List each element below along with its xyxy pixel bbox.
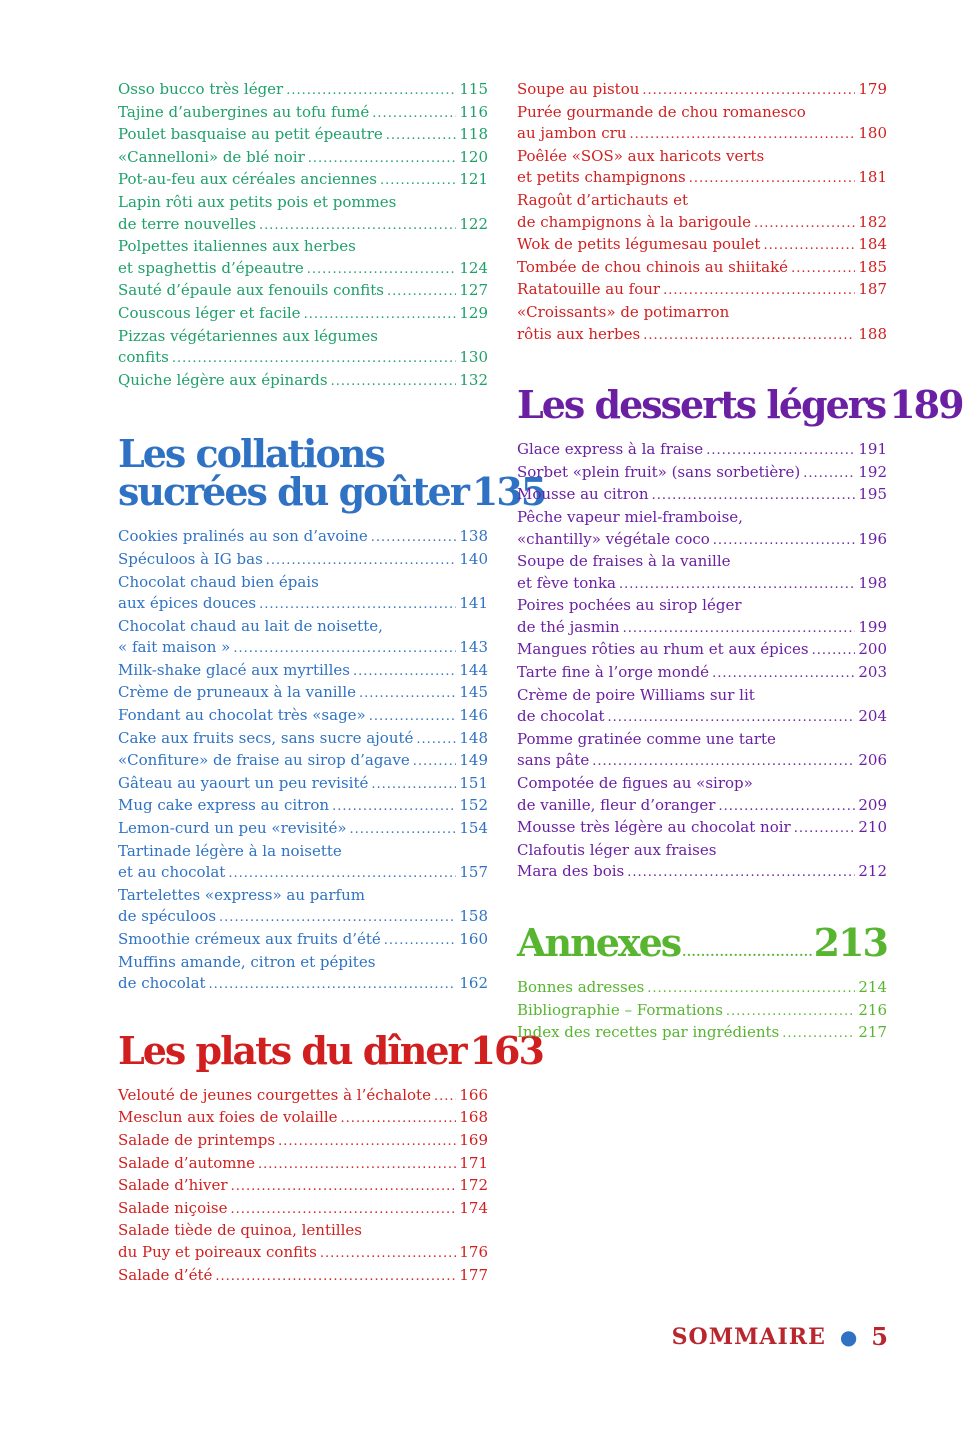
toc-entry <box>118 1130 488 1153</box>
toc-entry-title: Mara des bois <box>517 862 625 881</box>
toc-entry-title: Crème de pruneaux à la vanille <box>118 683 357 702</box>
toc-entry-page-number: 200 <box>858 640 887 659</box>
toc-entry-title-line1: Purée gourmande de chou romanesco <box>517 102 806 121</box>
toc-entry-title: Osso bucco très léger <box>118 80 284 98</box>
toc-entry-page-number: 191 <box>858 440 887 459</box>
toc-entry-title: Salade d’automne <box>118 1153 255 1172</box>
toc-entry <box>118 192 488 236</box>
toc-entry-title: Gâteau au yaourt un peu revisité <box>118 773 369 792</box>
toc-entry-title: Tarte fine à l’orge mondé <box>517 663 710 682</box>
leader-dots <box>689 168 856 190</box>
section-title-line2: sucrées du goûter <box>118 469 468 515</box>
toc-entry-page-number: 145 <box>459 683 488 702</box>
toc-entry-title: Mousse au citron <box>517 485 649 504</box>
toc-entry <box>517 639 887 662</box>
toc-entry <box>118 841 488 885</box>
toc-entry-page-number: 210 <box>858 818 887 837</box>
section-heading-desserts <box>517 382 963 433</box>
leader-dots <box>331 371 457 393</box>
toc-entry-title: aux épices douces <box>118 594 257 613</box>
toc-entry-page-number: 176 <box>459 1242 488 1261</box>
toc-entry-title: «Confiture» de fraise au sirop d’agave <box>118 751 410 770</box>
leader-dots <box>713 530 856 552</box>
toc-entry <box>517 302 887 346</box>
toc-entry <box>118 236 488 280</box>
toc-list-annexes <box>517 977 887 1045</box>
toc-entry-page-number: 116 <box>459 102 488 121</box>
leader-dots <box>416 729 456 751</box>
toc-list-collations <box>118 526 488 995</box>
toc-entry <box>118 147 488 170</box>
toc-entry-title: de chocolat <box>118 974 206 993</box>
leader-dots <box>803 463 855 485</box>
toc-entry-title: Salade de printemps <box>118 1130 276 1149</box>
toc-entry <box>517 840 887 884</box>
toc-entry-title-line1: Poêlée «SOS» aux haricots verts <box>517 146 765 165</box>
toc-entry-title: Salade niçoise <box>118 1198 228 1217</box>
toc-entry-title: Sorbet «plein fruit» (sans sorbetière) <box>517 462 801 481</box>
leader-dots <box>369 706 457 728</box>
toc-entry <box>517 685 887 729</box>
toc-entry <box>517 257 887 280</box>
toc-entry <box>118 929 488 952</box>
leader-dots <box>643 325 855 347</box>
toc-entry-page-number: 209 <box>858 795 887 814</box>
leader-dots <box>623 618 856 640</box>
toc-entry-title: rôtis aux herbes <box>517 324 641 343</box>
toc-entry-page-number: 169 <box>459 1130 488 1149</box>
toc-entry <box>118 1198 488 1221</box>
toc-entry-page-number: 138 <box>459 527 488 546</box>
toc-entry <box>118 326 488 370</box>
toc-entry-page-number: 122 <box>459 214 488 233</box>
leader-dots <box>259 215 456 237</box>
toc-entry <box>118 773 488 796</box>
leader-dots <box>413 751 457 773</box>
leader-dots <box>278 1131 456 1153</box>
toc-entry <box>517 977 887 1000</box>
toc-entry <box>517 279 887 302</box>
toc-entry-title-line1: Crème de poire Williams sur lit <box>517 685 755 704</box>
toc-entry-title: Fondant au chocolat très «sage» <box>118 706 366 725</box>
leader-dots <box>304 304 457 326</box>
toc-entry <box>517 146 887 190</box>
toc-entry-page-number: 151 <box>459 773 488 792</box>
toc-entry-page-number: 179 <box>858 80 887 98</box>
toc-entry-title: de chocolat <box>517 707 605 726</box>
toc-entry-page-number: 157 <box>459 863 488 882</box>
toc-entry <box>517 234 887 257</box>
toc-entry-page-number: 177 <box>459 1265 488 1284</box>
toc-entry-title: Cookies pralinés au son d’avoine <box>118 527 368 546</box>
toc-entry-page-number: 184 <box>858 235 887 254</box>
leader-dots <box>782 1023 855 1045</box>
toc-entry <box>517 729 887 773</box>
toc-entry-page-number: 129 <box>459 303 488 322</box>
toc-entry <box>118 705 488 728</box>
toc-entry <box>118 1265 488 1288</box>
toc-entry-title: Ratatouille au four <box>517 280 661 299</box>
leader-dots <box>371 774 456 796</box>
toc-list-plats <box>118 1085 488 1287</box>
toc-list-plats-continued <box>517 79 887 346</box>
section-page-number: 135 <box>471 469 546 515</box>
toc-entry-page-number: 212 <box>858 862 887 881</box>
toc-entry <box>118 280 488 303</box>
toc-entry <box>118 102 488 125</box>
toc-entry <box>517 1022 887 1045</box>
toc-entry <box>118 526 488 549</box>
leader-dots <box>652 485 856 507</box>
section-title: Les desserts légers <box>517 382 886 428</box>
leader-dots <box>712 663 855 685</box>
toc-entry-title: Spéculoos à IG bas <box>118 549 263 568</box>
page-number: 5 <box>871 1322 888 1351</box>
toc-entry-title: «chantilly» végétale coco <box>517 529 710 548</box>
leader-dots <box>372 103 456 125</box>
toc-entry-title: Quiche légère aux épinards <box>118 370 328 389</box>
toc-entry-page-number: 143 <box>459 638 488 657</box>
toc-entry-page-number: 199 <box>858 617 887 636</box>
toc-entry-title: Bibliographie – Formations <box>517 1000 723 1019</box>
toc-entry-page-number: 115 <box>459 80 488 98</box>
toc-entry <box>517 817 887 840</box>
leader-dots <box>266 550 457 572</box>
leader-dots <box>386 125 457 147</box>
toc-entry <box>517 773 887 817</box>
toc-list-main-dishes-continued <box>118 79 488 392</box>
toc-entry-title-line1: Tartinade légère à la noisette <box>118 841 342 860</box>
toc-entry-title: Lemon-curd un peu «revisité» <box>118 819 347 838</box>
toc-entry <box>118 1085 488 1108</box>
toc-entry-page-number: 162 <box>459 974 488 993</box>
toc-entry <box>118 549 488 572</box>
toc-entry <box>118 616 488 660</box>
bullet-icon: ● <box>839 1324 858 1349</box>
leader-dots <box>619 574 855 596</box>
leader-dots <box>341 1108 457 1130</box>
toc-entry <box>118 303 488 326</box>
toc-entry-title: Salade d’hiver <box>118 1176 228 1195</box>
toc-entry-title-line1: Compotée de figues au «sirop» <box>517 774 753 793</box>
toc-entry <box>517 102 887 146</box>
leader-dots <box>663 280 855 302</box>
toc-entry-page-number: 203 <box>858 663 887 682</box>
toc-entry-title-line1: Pomme gratinée comme une tarte <box>517 729 776 748</box>
toc-entry-title: Soupe au pistou <box>517 80 640 98</box>
leader-dots <box>219 907 456 929</box>
section-title-line1: Les collations <box>118 431 384 477</box>
toc-entry-title-line1: Polpettes italiennes aux herbes <box>118 237 356 256</box>
leader-dots <box>706 440 855 462</box>
toc-entry-page-number: 172 <box>459 1176 488 1195</box>
toc-entry-title: Mangues rôties au rhum et aux épices <box>517 640 809 659</box>
leader-dots <box>629 124 855 146</box>
toc-entry-title: de spéculoos <box>118 907 217 926</box>
toc-entry-page-number: 121 <box>459 170 488 189</box>
section-title: Les plats du dîner <box>118 1027 466 1073</box>
toc-entry <box>118 885 488 929</box>
toc-entry <box>118 795 488 818</box>
toc-entry-title: de terre nouvelles <box>118 214 257 233</box>
toc-entry-page-number: 132 <box>459 370 488 389</box>
toc-entry-page-number: 160 <box>459 930 488 948</box>
leader-dots <box>682 933 812 971</box>
leader-dots <box>259 594 456 616</box>
toc-entry <box>517 662 887 685</box>
leader-dots <box>794 818 856 840</box>
toc-entry <box>118 572 488 616</box>
toc-entry-title: de vanille, fleur d’oranger <box>517 795 716 814</box>
leader-dots <box>209 974 457 996</box>
toc-entry-title: et au chocolat <box>118 863 226 882</box>
toc-entry-title: Cake aux fruits secs, sans sucre ajouté <box>118 728 414 747</box>
toc-entry-title-line1: Pizzas végétariennes aux légumes <box>118 326 378 345</box>
toc-entry-title-line1: «Croissants» de potimarron <box>517 302 730 321</box>
toc-entry-title: Mug cake express au citron <box>118 796 330 815</box>
toc-entry-title: Mousse très légère au chocolat noir <box>517 818 791 837</box>
toc-entry <box>118 750 488 773</box>
toc-entry-page-number: 214 <box>858 978 887 996</box>
toc-entry-title: Smoothie crémeux aux fruits d’été <box>118 930 381 948</box>
section-heading-annexes <box>517 920 887 971</box>
leader-dots <box>359 683 456 705</box>
toc-entry <box>118 1220 488 1264</box>
toc-entry-page-number: 130 <box>459 348 488 367</box>
toc-entry <box>118 124 488 147</box>
toc-entry-page-number: 187 <box>858 280 887 299</box>
section-page-number: 163 <box>469 1027 543 1073</box>
toc-entry-title: et fève tonka <box>517 573 616 592</box>
toc-entry <box>517 551 887 595</box>
toc-entry-page-number: 168 <box>459 1108 488 1127</box>
toc-entry-title: Mesclun aux foies de volaille <box>118 1108 338 1127</box>
leader-dots <box>592 751 855 773</box>
toc-entry-page-number: 195 <box>858 485 887 504</box>
toc-entry-page-number: 148 <box>459 728 488 747</box>
leader-dots <box>286 80 456 102</box>
toc-entry-title-line1: Salade tiède de quinoa, lentilles <box>118 1221 362 1240</box>
toc-entry-title: Poulet basquaise au petit épeautre <box>118 125 383 144</box>
toc-entry-title-line1: Muffins amande, citron et pépites <box>118 952 376 971</box>
toc-entry <box>517 484 887 507</box>
toc-column-left <box>118 79 546 1287</box>
toc-entry-page-number: 120 <box>459 147 488 166</box>
toc-entry-page-number: 206 <box>858 751 887 770</box>
leader-dots <box>228 863 456 885</box>
toc-entry-title: Pot-au-feu aux céréales anciennes <box>118 170 377 189</box>
leader-dots <box>230 1199 456 1221</box>
toc-entry-title: confits <box>118 348 169 367</box>
toc-entry <box>517 595 887 639</box>
toc-entry-title: Sauté d’épaule aux fenouils confits <box>118 281 384 300</box>
leader-dots <box>384 930 457 952</box>
toc-entry-page-number: 127 <box>459 281 488 300</box>
toc-entry <box>118 660 488 683</box>
toc-entry <box>118 1175 488 1198</box>
toc-entry-page-number: 181 <box>858 168 887 187</box>
toc-entry-page-number: 188 <box>858 324 887 343</box>
toc-entry <box>118 818 488 841</box>
toc-entry-title: « fait maison » <box>118 638 231 657</box>
toc-entry-page-number: 141 <box>459 594 488 613</box>
toc-entry <box>118 728 488 751</box>
toc-entry-page-number: 166 <box>459 1085 488 1104</box>
toc-entry-title: au jambon cru <box>517 124 627 143</box>
toc-entry-page-number: 171 <box>459 1153 488 1172</box>
toc-entry-title: Bonnes adresses <box>517 978 645 996</box>
leader-dots <box>231 1176 457 1198</box>
toc-entry <box>517 1000 887 1023</box>
leader-dots <box>307 259 457 281</box>
leader-dots <box>308 148 457 170</box>
toc-entry-page-number: 152 <box>459 796 488 815</box>
leader-dots <box>320 1243 457 1265</box>
leader-dots <box>353 661 456 683</box>
toc-entry-title-line1: Clafoutis léger aux fraises <box>517 840 717 859</box>
toc-entry-page-number: 124 <box>459 258 488 277</box>
toc-entry-title: Salade d’été <box>118 1265 213 1284</box>
toc-entry-title-line1: Chocolat chaud au lait de noisette, <box>118 616 383 635</box>
toc-list-desserts <box>517 439 887 884</box>
toc-entry-title: et spaghettis d’épeautre <box>118 258 304 277</box>
leader-dots <box>718 796 855 818</box>
toc-entry-page-number: 118 <box>459 125 488 144</box>
toc-entry-page-number: 217 <box>858 1023 887 1042</box>
leader-dots <box>350 819 457 841</box>
toc-entry-title-line1: Tartelettes «express» au parfum <box>118 885 365 904</box>
toc-entry-title: Wok de petits légumesau poulet <box>517 235 761 254</box>
section-title: Annexes <box>517 920 681 965</box>
leader-dots <box>258 1154 456 1176</box>
toc-entry-page-number: 180 <box>858 124 887 143</box>
toc-entry <box>118 169 488 192</box>
toc-entry-title: sans pâte <box>517 751 590 770</box>
toc-entry-title-line1: Chocolat chaud bien épais <box>118 572 319 591</box>
toc-entry-title: Tajine d’aubergines au tofu fumé <box>118 102 370 121</box>
toc-entry-title: Index des recettes par ingrédients <box>517 1023 780 1042</box>
toc-entry-page-number: 216 <box>858 1000 887 1019</box>
section-heading-collations <box>118 431 546 520</box>
leader-dots <box>791 258 855 280</box>
toc-entry-title-line1: Ragoût d’artichauts et <box>517 190 689 209</box>
toc-entry-title: Glace express à la fraise <box>517 440 704 459</box>
toc-entry <box>118 1153 488 1176</box>
leader-dots <box>647 978 855 1000</box>
toc-entry-title: Velouté de jeunes courgettes à l’échalote <box>118 1085 431 1104</box>
toc-entry-page-number: 158 <box>459 907 488 926</box>
toc-entry-title-line1: Soupe de fraises à la vanille <box>517 552 731 571</box>
toc-entry-title: de champignons à la barigoule <box>517 212 751 231</box>
leader-dots <box>387 281 456 303</box>
leader-dots <box>754 213 855 235</box>
toc-entry-title-line1: Poires pochées au sirop léger <box>517 596 742 615</box>
toc-entry-title: et petits champignons <box>517 168 686 187</box>
leader-dots <box>332 796 456 818</box>
toc-entry <box>517 462 887 485</box>
toc-entry-page-number: 174 <box>459 1198 488 1217</box>
toc-entry <box>118 79 488 102</box>
toc-entry-page-number: 144 <box>459 660 488 679</box>
toc-entry-page-number: 154 <box>459 819 488 838</box>
leader-dots <box>380 170 456 192</box>
toc-entry-title: Tombée de chou chinois au shiitaké <box>517 257 789 276</box>
toc-entry <box>118 370 488 393</box>
leader-dots <box>215 1266 456 1288</box>
toc-entry <box>517 439 887 462</box>
toc-entry-title: «Cannelloni» de blé noir <box>118 147 305 166</box>
toc-entry-page-number: 146 <box>459 706 488 725</box>
leader-dots <box>812 640 856 662</box>
leader-dots <box>627 862 855 884</box>
toc-entry <box>118 682 488 705</box>
toc-entry-page-number: 204 <box>858 707 887 726</box>
section-page-number: 213 <box>813 920 887 965</box>
toc-column-right <box>517 79 963 1045</box>
toc-entry-page-number: 196 <box>858 529 887 548</box>
toc-entry-title: Milk-shake glacé aux myrtilles <box>118 660 350 679</box>
leader-dots <box>434 1086 456 1108</box>
leader-dots <box>642 80 855 102</box>
toc-entry-title: du Puy et poireaux confits <box>118 1242 317 1261</box>
toc-entry-title-line1: Pêche vapeur miel-framboise, <box>517 507 743 526</box>
toc-entry <box>517 79 887 102</box>
toc-entry-page-number: 182 <box>858 212 887 231</box>
leader-dots <box>608 707 856 729</box>
toc-entry-page-number: 198 <box>858 573 887 592</box>
leader-dots <box>172 348 457 370</box>
footer-label: SOMMAIRE <box>671 1323 826 1350</box>
toc-entry-page-number: 185 <box>858 257 887 276</box>
toc-entry-title-line1: Lapin rôti aux petits pois et pommes <box>118 192 397 211</box>
page-footer <box>672 1322 888 1351</box>
toc-entry-page-number: 192 <box>858 462 887 481</box>
toc-entry <box>118 952 488 996</box>
toc-entry-title: de thé jasmin <box>517 617 620 636</box>
toc-entry-title: Couscous léger et facile <box>118 303 301 322</box>
leader-dots <box>726 1001 855 1023</box>
section-heading-plats <box>118 1027 543 1079</box>
toc-entry <box>517 507 887 551</box>
leader-dots <box>233 638 456 660</box>
toc-entry-page-number: 149 <box>459 751 488 770</box>
section-page-number: 189 <box>889 382 963 428</box>
toc-entry <box>517 190 887 234</box>
toc-entry <box>118 1107 488 1130</box>
leader-dots <box>763 235 855 257</box>
leader-dots <box>371 527 457 549</box>
toc-entry-page-number: 140 <box>459 549 488 568</box>
